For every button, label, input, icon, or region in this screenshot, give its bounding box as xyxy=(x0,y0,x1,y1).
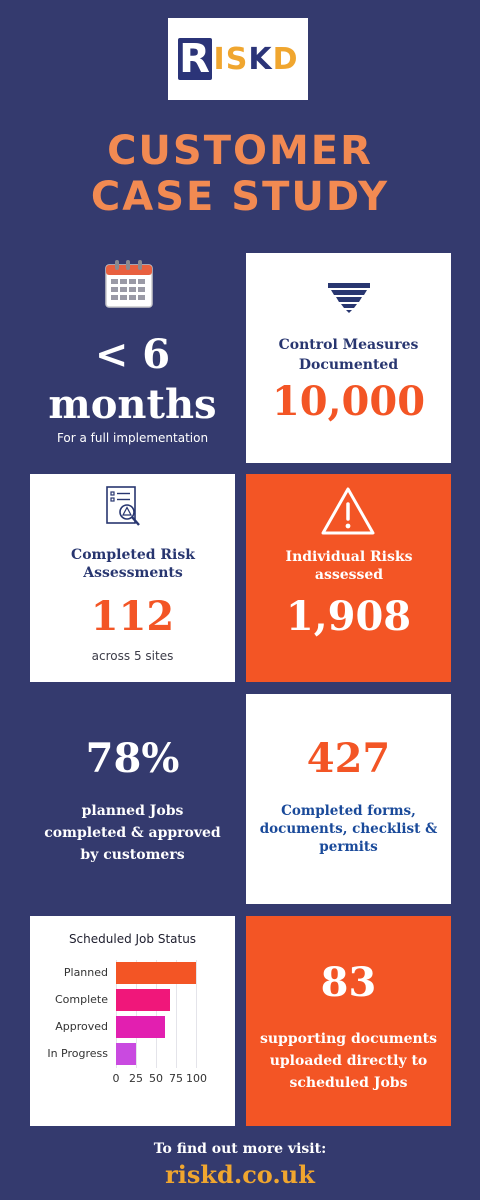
logo-text-k: K xyxy=(248,41,273,77)
stat-docs-card xyxy=(246,916,451,1126)
stat-time-value-line1: < 6 xyxy=(94,331,171,378)
calendar-icon xyxy=(104,259,154,309)
stat-forms-value: 427 xyxy=(306,735,391,782)
chart-x-tick-label: 0 xyxy=(112,1072,120,1085)
chart-category-label: In Progress xyxy=(47,1047,108,1060)
stat-jobs-value: 78% xyxy=(85,735,180,782)
stat-time-caption: For a full implementation xyxy=(56,431,209,445)
warning-icon xyxy=(320,486,376,536)
chart-x-tick-label: 75 xyxy=(169,1072,183,1085)
stat-assessments-caption: across 5 sites xyxy=(91,649,174,663)
stat-risks-value: 1,908 xyxy=(285,593,412,640)
chart-category-label: Complete xyxy=(54,993,108,1006)
stat-assessments-value: 112 xyxy=(90,593,175,640)
stat-jobs-card xyxy=(30,694,235,904)
stat-controls-label: Control Measures Documented xyxy=(278,337,419,373)
chart-bar xyxy=(116,989,170,1011)
funnel-icon xyxy=(328,283,370,313)
logo-mark: R xyxy=(179,36,210,82)
chart-bar xyxy=(116,1043,136,1065)
chart-x-tick-label: 100 xyxy=(186,1072,207,1085)
logo-wordmark xyxy=(168,18,308,100)
stat-forms-card xyxy=(246,694,451,904)
logo-text-mid: IS xyxy=(213,41,249,77)
footer-url-link[interactable]: riskd.co.uk xyxy=(165,1160,315,1189)
stat-forms-label: Completed forms, documents, checklist & permits xyxy=(259,803,438,855)
chart-category-label: Planned xyxy=(63,966,108,979)
job-status-chart xyxy=(30,916,235,1126)
logo xyxy=(168,18,308,100)
chart-bar xyxy=(116,962,196,984)
document-search-icon xyxy=(106,486,144,530)
stat-docs-label: supporting documents uploaded directly to scheduled Jobs xyxy=(259,1031,438,1091)
page-title-line1: CUSTOMER xyxy=(107,128,373,174)
stat-jobs-label: planned Jobs completed & approved by customers xyxy=(44,803,221,863)
logo-text-right: D xyxy=(272,41,299,77)
stat-assessments-card xyxy=(30,474,235,682)
chart-bar xyxy=(116,1016,165,1038)
stat-risks-card xyxy=(246,474,451,682)
footer-prompt: To find out more visit: xyxy=(153,1141,327,1157)
stat-assessments-label: Completed Risk Assessments xyxy=(71,547,195,581)
stat-risks-label: Individual Risks assessed xyxy=(285,549,413,583)
chart-x-tick-label: 50 xyxy=(149,1072,163,1085)
stat-time-value-line2: months xyxy=(48,381,217,428)
stat-controls-value: 10,000 xyxy=(271,378,426,425)
page-title-line2: CASE STUDY xyxy=(90,174,390,220)
stat-time-card xyxy=(30,253,235,463)
chart-title: Scheduled Job Status xyxy=(68,932,197,946)
stat-docs-value: 83 xyxy=(320,959,377,1006)
chart-x-tick-label: 25 xyxy=(129,1072,143,1085)
stat-controls-card xyxy=(246,253,451,463)
chart-gridline xyxy=(196,960,197,1068)
job-status-chart-card xyxy=(30,916,235,1126)
chart-category-label: Approved xyxy=(55,1020,108,1033)
